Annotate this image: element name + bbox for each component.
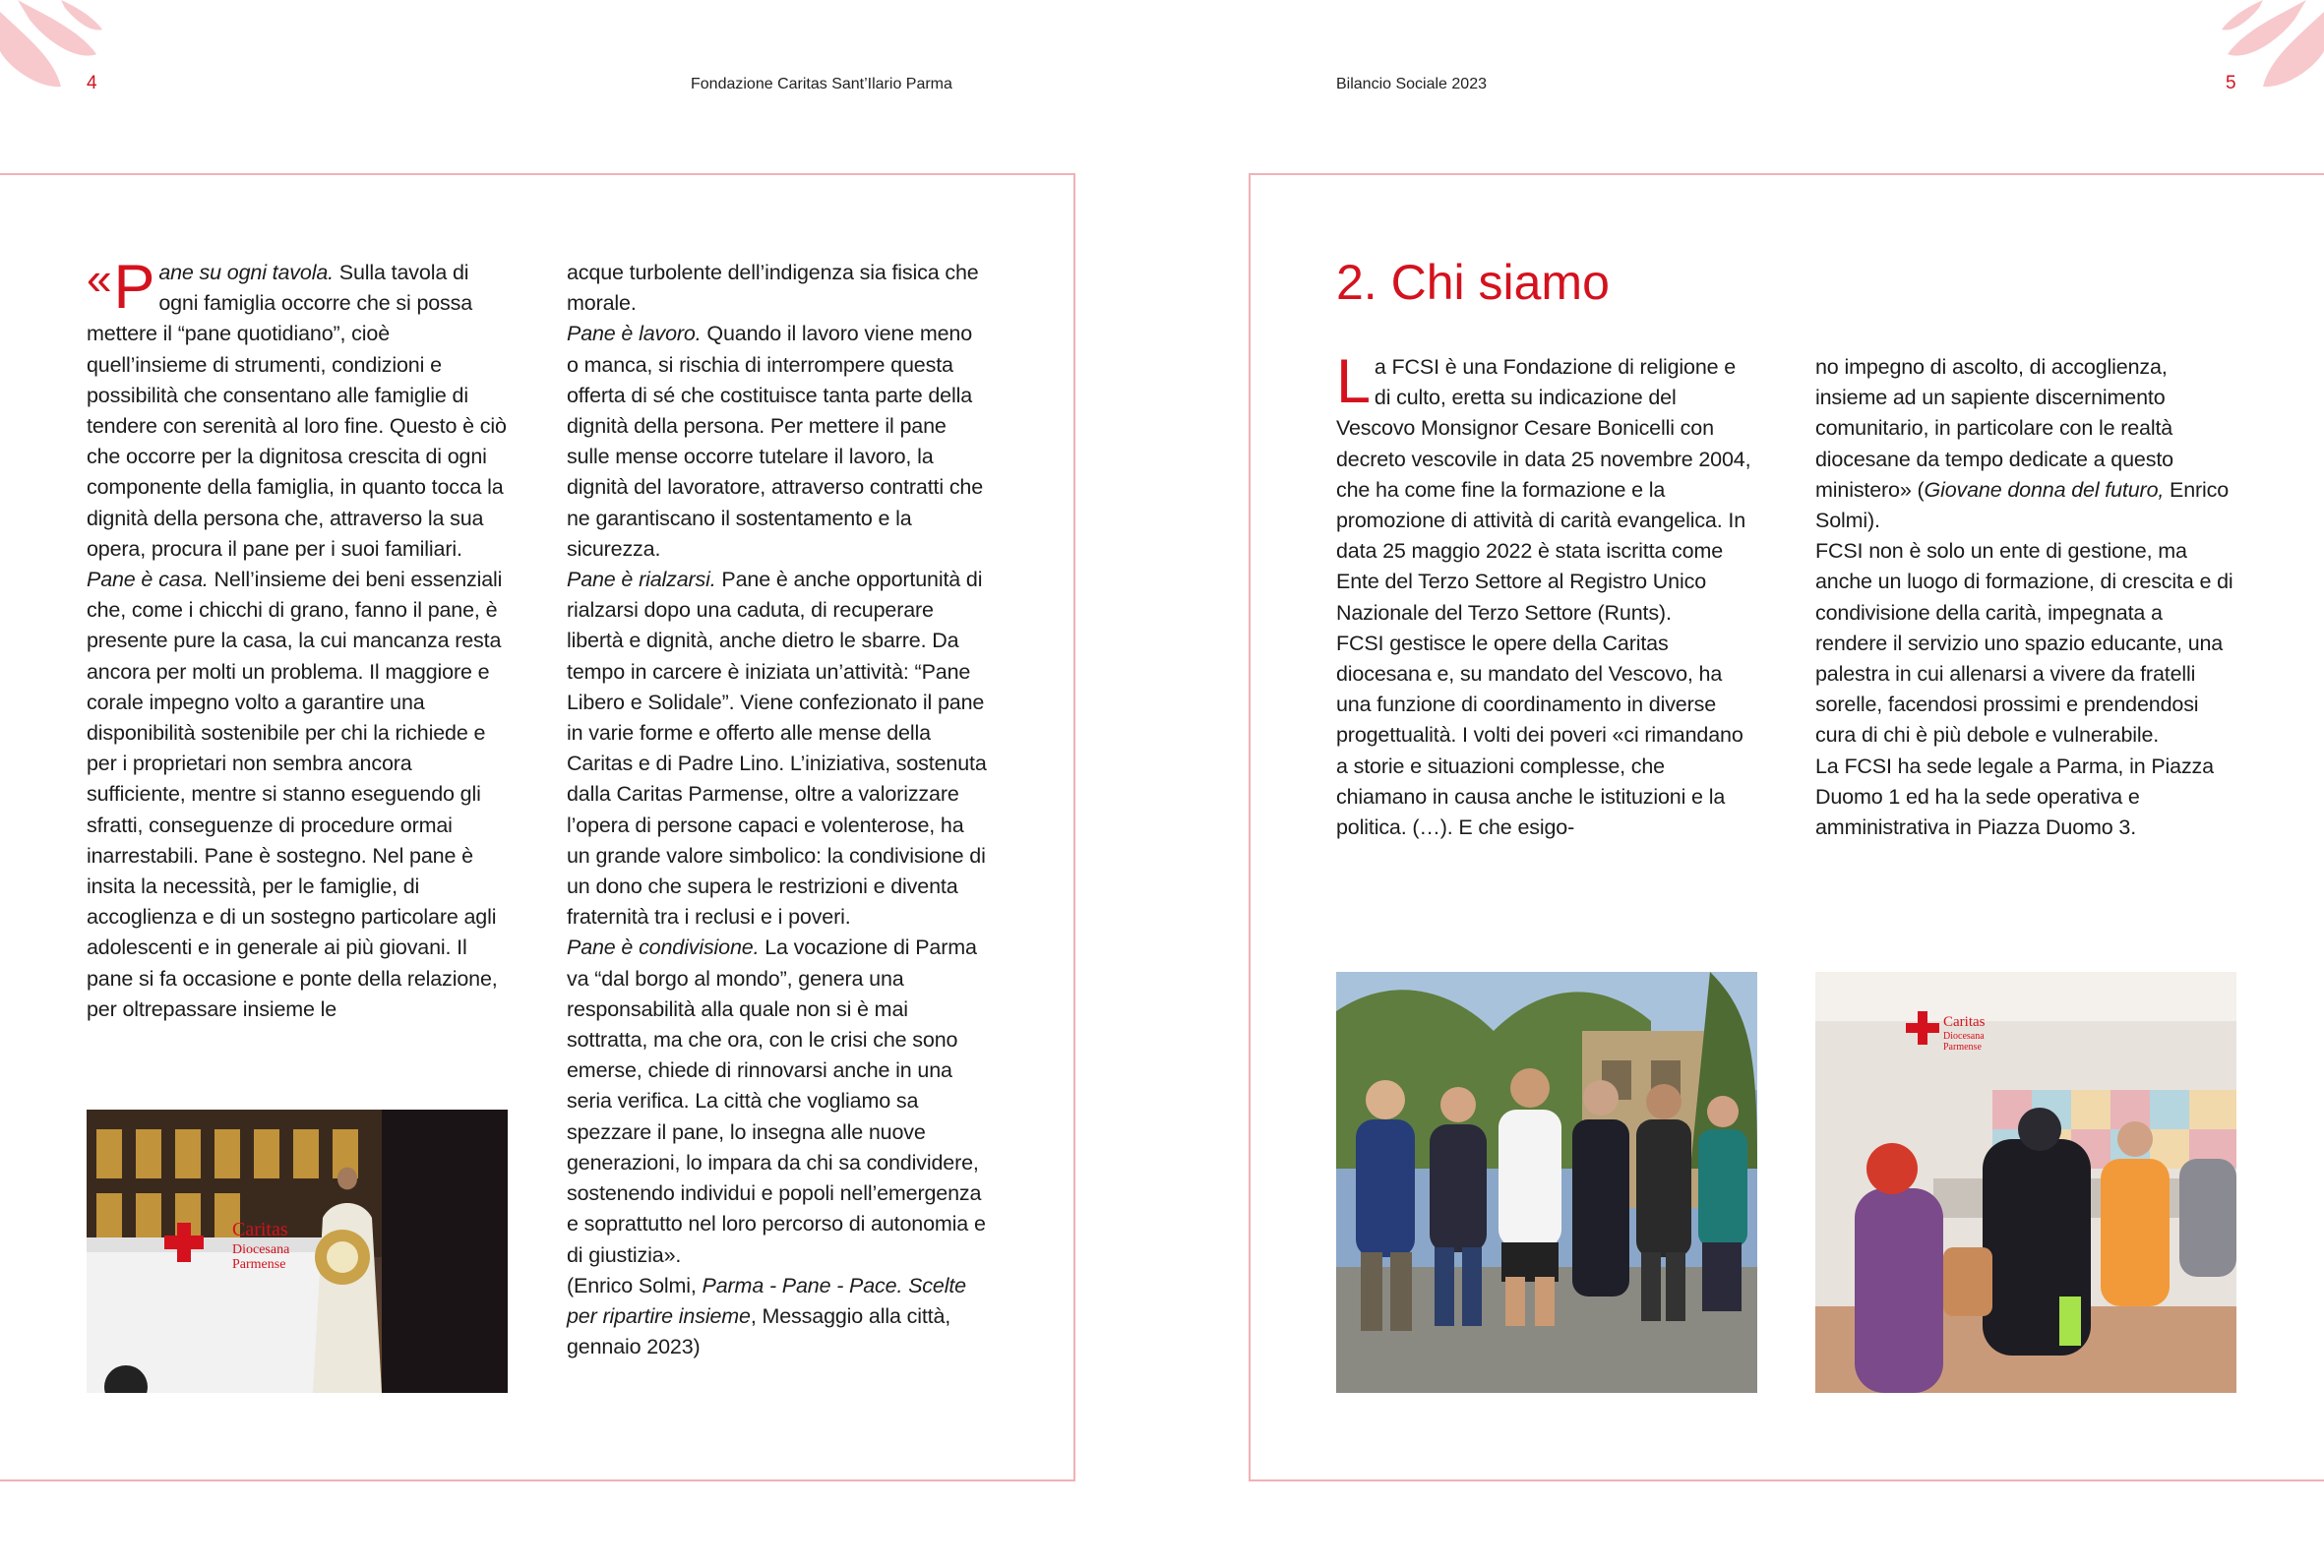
van-logo-line3: Parmense (232, 1257, 286, 1272)
header-right: Bilancio Sociale 2023 (1336, 76, 1487, 92)
paragraph (87, 565, 508, 1025)
citation-title: Parma - Pane - Pace. Scelte per ripartire insieme (567, 1273, 966, 1328)
citation-title: Giovane donna del futuro, (1924, 477, 2165, 502)
paragraph (1815, 352, 2236, 536)
paragraph: FCSI non è solo un ente di gestione, ma anche un luogo di formazione, di crescita e di condivisione della carità, impegnata a rendere il servizio uno spazio educante, una palestra in cui allenarsi a vivere da fratelli sorelle, facendosi prossimi e prendendosi cura di chi è più debole e vulnerabile. (1815, 539, 2233, 748)
text: Nell’insieme dei beni essenziali che, come i chicchi di grano, fanno il pane, è presente pure la casa, la cui mancanza resta ancora per molti un problema. Il maggiore e corale impegno volto a garantire una disponibilità sostenibile per chi la richiede e per i proprietari non sembra ancora sufficiente, mentre si stanno eseguendo gli sfratti, conseguenze di procedure ormai inarrestabili. Pane è sostegno. Nel pane è insita la necessità, per le famiglie, di accoglienza e di un sostegno particolare agli adolescenti e in generale ai più giovani. Il pane si fa occasione e ponte della relazione, per oltrepassare insieme le (87, 568, 503, 1021)
header-left: Fondazione Caritas Sant’Ilario Parma (691, 76, 952, 92)
opening-quote-mark: « (87, 253, 112, 304)
heading-inline: Pane è lavoro. (567, 322, 702, 346)
text: (Enrico Solmi, (567, 1273, 703, 1297)
right-column-2 (1815, 352, 2236, 843)
page-number-right: 5 (2226, 73, 2236, 93)
text: , Messaggio alla città, gennaio 2023) (567, 1303, 951, 1359)
sign-line1: Caritas (1943, 1014, 1986, 1030)
van-logo-line2: Diocesana (232, 1242, 290, 1257)
sign-line2: Diocesana (1943, 1031, 1985, 1042)
citation (567, 1271, 988, 1363)
text: Enrico Solmi). (1815, 477, 2230, 533)
van-logo-line1: Caritas (232, 1219, 288, 1240)
heading-inline: Pane è rialzarsi. (567, 568, 716, 592)
left-column-1 (87, 253, 508, 1025)
text: no impegno di ascolto, di accoglienza, insieme ad un sapiente discernimento comunitario, in particolare con le realtà diocesane da tempo dedicate a questo ministero» ( (1815, 355, 2173, 502)
paragraph (1336, 347, 1757, 629)
sign-line3: Parmense (1943, 1042, 1982, 1053)
dropcap-letter: L (1336, 347, 1371, 416)
photo-van-illustration (87, 1110, 508, 1393)
paragraph (87, 253, 508, 565)
photo-canteen (1815, 972, 2236, 1393)
text: Pane è anche opportunità di rialzarsi dopo una caduta, di recuperare libertà e dignità, anche dietro le sbarre. Da tempo in carcere è iniziata un’attività: “Pane Libero e Solidale”. Viene confezionato il pane in varie forme e offerto alle mense della Caritas e di Padre Lino. L’iniziativa, sostenuta dalla Caritas Parmense, oltre a valorizzare l’opera di persone capaci e volenterose, ha un grande valore simbolico: la condivisione di un dono che supera le restrizioni e diventa fraternità tra i reclusi e i poveri. (567, 568, 987, 930)
page-number-left: 4 (87, 73, 97, 93)
heading-inline: Pane è casa. (87, 568, 209, 592)
dropcap-letter: P (113, 253, 155, 322)
text: Quando il lavoro viene meno o manca, si rischia di interrompere questa offerta di sé che costituisce tanta parte della dignità della persona. Per mettere il pane sulle mense occorre tutelare il lavoro, la dignità del lavoratore, attraverso contratti che ne garantiscano il sostentamento e la sicurezza. (567, 322, 984, 561)
photo-group-illustration (1336, 972, 1757, 1393)
right-column-1 (1336, 347, 1757, 843)
left-column-2 (567, 258, 988, 1362)
section-title: 2. Chi siamo (1336, 255, 1610, 310)
photo-canteen-illustration (1815, 972, 2236, 1393)
paragraph (567, 933, 988, 1270)
heading-inline: ane su ogni tavola. (158, 261, 334, 284)
photo-caritas-van (87, 1110, 508, 1393)
text: La vocazione di Parma va “dal borgo al mondo”, genera una responsabilità alla quale non si è mai sottratta, ma che ora, con le crisi che sono emerse, chiede di rinnovarsi anche in una seria verifica. La città che vogliamo sa spezzare il pane, lo insegna alle nuove generazioni, lo impara da chi sa condividere, sostenendo individui e popoli nell’emergenza e soprattutto nel loro percorso di autonomia e di giustizia». (567, 935, 986, 1267)
heading-inline: Pane è condivisione. (567, 935, 760, 960)
text: Sulla tavola di ogni famiglia occorre che si possa mettere il “pane quotidiano”, cioè quell’insieme di strumenti, condizioni e possibilità che consentano alle famiglie di tendere con serenità al loro fine. Questo è ciò che occorre per la dignitosa crescita di ogni componente della famiglia, in quanto tocca la dignità della persona che, attraverso la sua opera, procura il pane per i suoi familiari. (87, 261, 507, 561)
paragraph: acque turbolente dell’indigenza sia fisica che morale. (567, 261, 979, 316)
paragraph: La FCSI ha sede legale a Parma, in Piazza Duomo 1 ed ha la sede operativa e amministrativa in Piazza Duomo 3. (1815, 754, 2214, 840)
photo-group-people (1336, 972, 1757, 1393)
text: a FCSI è una Fondazione di religione e di culto, eretta su indicazione del Vescovo Monsignor Cesare Bonicelli con decreto vescovile in data 25 novembre 2004, che ha come fine la formazione e la promozione di attività di carità evangelica. In data 25 maggio 2022 è stata iscritta come Ente del Terzo Settore al Registro Unico Nazionale del Terzo Settore (Runts). (1336, 355, 1751, 625)
paragraph: FCSI gestisce le opere della Caritas diocesana e, su mandato del Vescovo, ha una funzione di coordinamento in diverse progettualità. I volti dei poveri «ci rimandano a storie e situazioni complesse, che chiamano in causa anche le istituzioni e la politica. (…). E che esigo- (1336, 631, 1743, 840)
paragraph (567, 565, 988, 933)
paragraph (567, 319, 988, 565)
